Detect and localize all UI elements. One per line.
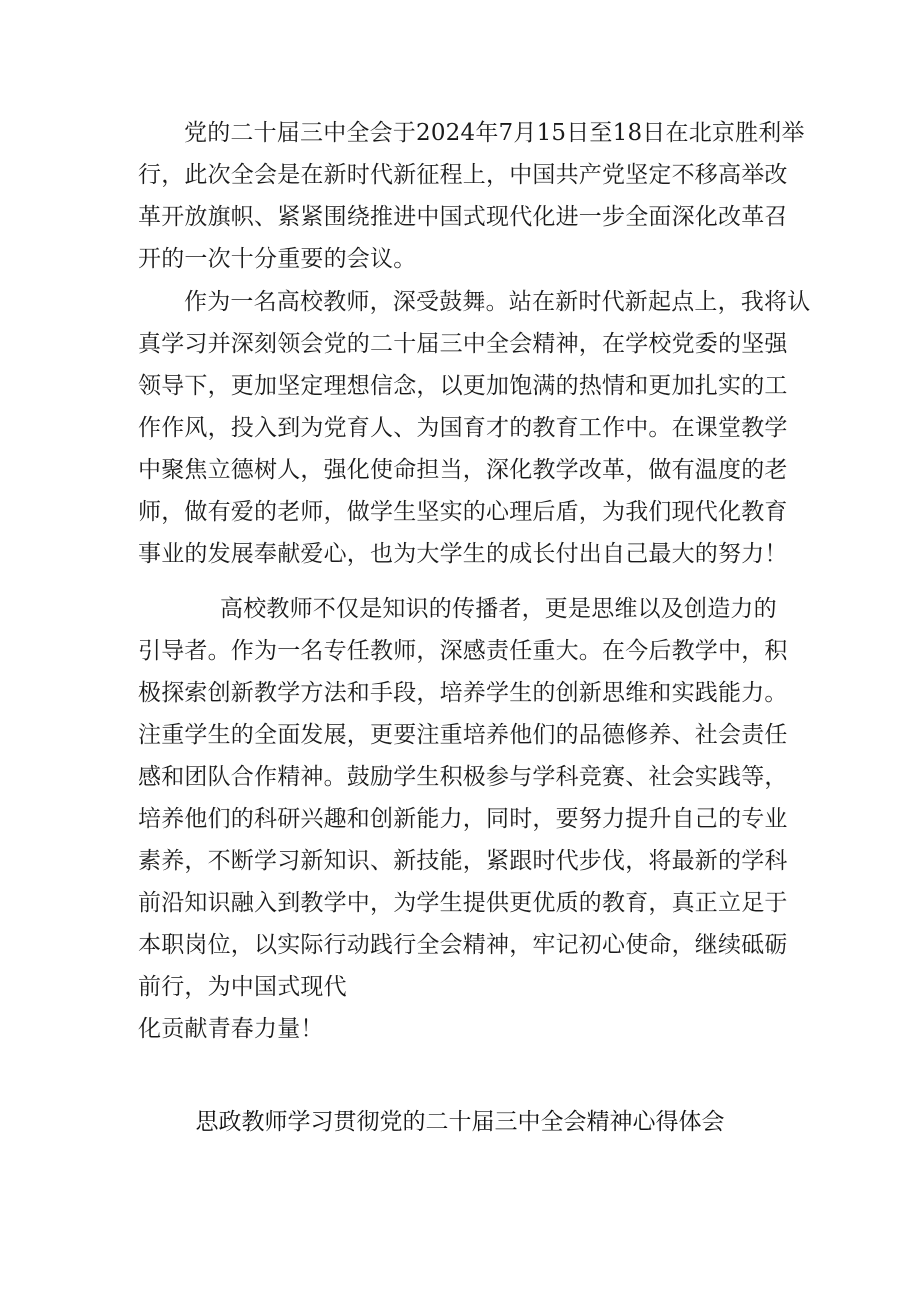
paragraph-line: 前行，为中国式现代 — [138, 974, 347, 1000]
paragraph-line: 作作风，投入到为党育人、为国育才的教育工作中。在课堂教学 — [138, 415, 788, 441]
paragraph-line: 领导下，更加坚定理想信念，以更加饱满的热情和更加扎实的工 — [138, 373, 788, 399]
paragraph-line: 行，此次全会是在新时代新征程上，中国共产党坚定不移高举改 — [138, 162, 788, 188]
paragraph-line: 培养他们的科研兴趣和创新能力，同时，要努力提升自己的专业 — [138, 806, 788, 832]
paragraph-line: 党的二十届三中全会于2024年7月15日至18日在北京胜利举 — [184, 120, 805, 146]
paragraph-line: 素养，不断学习新知识、新技能，紧跟时代步伐，将最新的学科 — [138, 848, 788, 874]
paragraph-line: 作为一名高校教师，深受鼓舞。站在新时代新起点上，我将认 — [184, 289, 811, 315]
paragraph-line: 前沿知识融入到教学中，为学生提供更优质的教育，真正立足于 — [138, 890, 788, 916]
paragraph-line: 注重学生的全面发展，更要注重培养他们的品德修养、社会责任 — [138, 722, 788, 748]
paragraph-line: 极探索创新教学方法和手段，培养学生的创新思维和实践能力。 — [138, 680, 788, 706]
section-title: 思政教师学习贯彻党的二十届三中全会精神心得体会 — [195, 1109, 725, 1135]
paragraph-line: 真学习并深刻领会党的二十届三中全会精神，在学校党委的坚强 — [138, 331, 788, 357]
paragraph-line: 化贡献青春力量！ — [138, 1016, 324, 1042]
paragraph-line: 感和团队合作精神。鼓励学生积极参与学科竞赛、社会实践等， — [138, 764, 788, 790]
paragraph-line: 中聚焦立德树人，强化使命担当，深化教学改革，做有温度的老 — [138, 457, 788, 483]
paragraph-line: 高校教师不仅是知识的传播者，更是思维以及创造力的 — [220, 596, 777, 622]
paragraph-line: 本职岗位，以实际行动践行全会精神，牢记初心使命，继续砥砺 — [138, 932, 788, 958]
paragraph-line: 师，做有爱的老师，做学生坚实的心理后盾，为我们现代化教育 — [138, 499, 788, 525]
paragraph-line: 事业的发展奉献爱心，也为大学生的成长付出自己最大的努力！ — [138, 541, 788, 567]
paragraph-line: 革开放旗帜、紧紧围绕推进中国式现代化进一步全面深化改革召 — [138, 204, 788, 230]
paragraph-line: 开的一次十分重要的会议。 — [138, 246, 417, 272]
paragraph-line: 引导者。作为一名专任教师，深感责任重大。在今后教学中，积 — [138, 638, 788, 664]
